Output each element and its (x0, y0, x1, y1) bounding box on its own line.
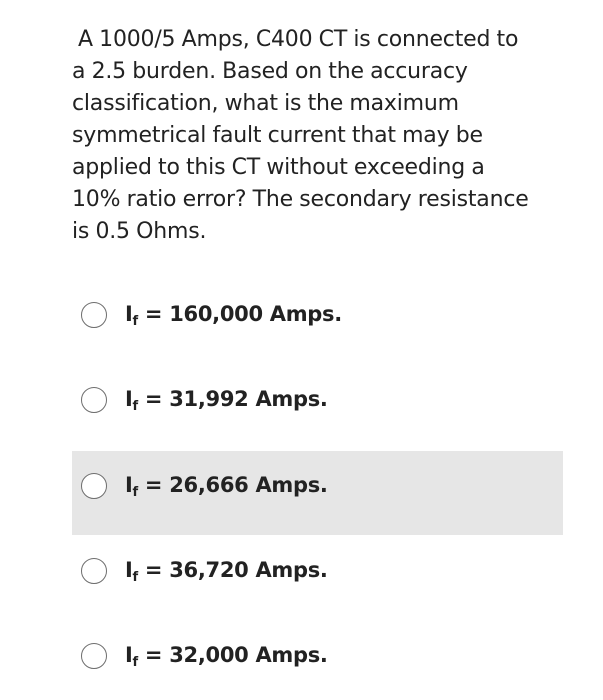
question-line: classification, what is the maximum (72, 91, 459, 116)
current-subscript: f (132, 314, 138, 329)
answer-option-label (125, 641, 328, 669)
answer-value: 36,720 Amps. (169, 558, 328, 582)
equals-sign: = (144, 473, 163, 497)
answer-option-1[interactable] (72, 274, 563, 358)
answer-value: 26,666 Amps. (169, 473, 328, 497)
radio-button[interactable] (81, 643, 107, 669)
current-symbol: I (125, 302, 133, 326)
answer-option-label (125, 556, 328, 584)
equals-sign: = (144, 643, 163, 667)
current-subscript: f (132, 399, 138, 414)
question-line: a 2.5 burden. Based on the accuracy (72, 59, 468, 84)
current-symbol: I (125, 558, 133, 582)
equals-sign: = (144, 558, 163, 582)
answer-option-4[interactable] (72, 530, 563, 614)
current-symbol: I (125, 473, 133, 497)
question-line: applied to this CT without exceeding a (72, 155, 485, 180)
question-line: 10% ratio error? The secondary resistance (72, 187, 529, 212)
equals-sign: = (144, 387, 163, 411)
question-line: symmetrical fault current that may be (72, 123, 483, 148)
answer-value: 32,000 Amps. (169, 643, 328, 667)
current-subscript: f (132, 655, 138, 670)
answer-option-label (125, 300, 342, 328)
current-symbol: I (125, 387, 133, 411)
answer-option-label (125, 385, 328, 413)
current-subscript: f (132, 485, 138, 500)
question-text (72, 24, 572, 248)
radio-button[interactable] (81, 387, 107, 413)
answer-option-3[interactable] (72, 451, 563, 535)
answer-option-label (125, 471, 328, 499)
equals-sign: = (144, 302, 163, 326)
radio-button[interactable] (81, 558, 107, 584)
current-symbol: I (125, 643, 133, 667)
answer-value: 160,000 Amps. (169, 302, 342, 326)
answer-option-2[interactable] (72, 359, 563, 443)
answer-value: 31,992 Amps. (169, 387, 328, 411)
answer-option-5[interactable] (72, 615, 563, 699)
question-line: A 1000/5 Amps, C400 CT is connected to (78, 27, 519, 52)
current-subscript: f (132, 570, 138, 585)
radio-button[interactable] (81, 302, 107, 328)
question-line: is 0.5 Ohms. (72, 219, 207, 244)
radio-button[interactable] (81, 473, 107, 499)
